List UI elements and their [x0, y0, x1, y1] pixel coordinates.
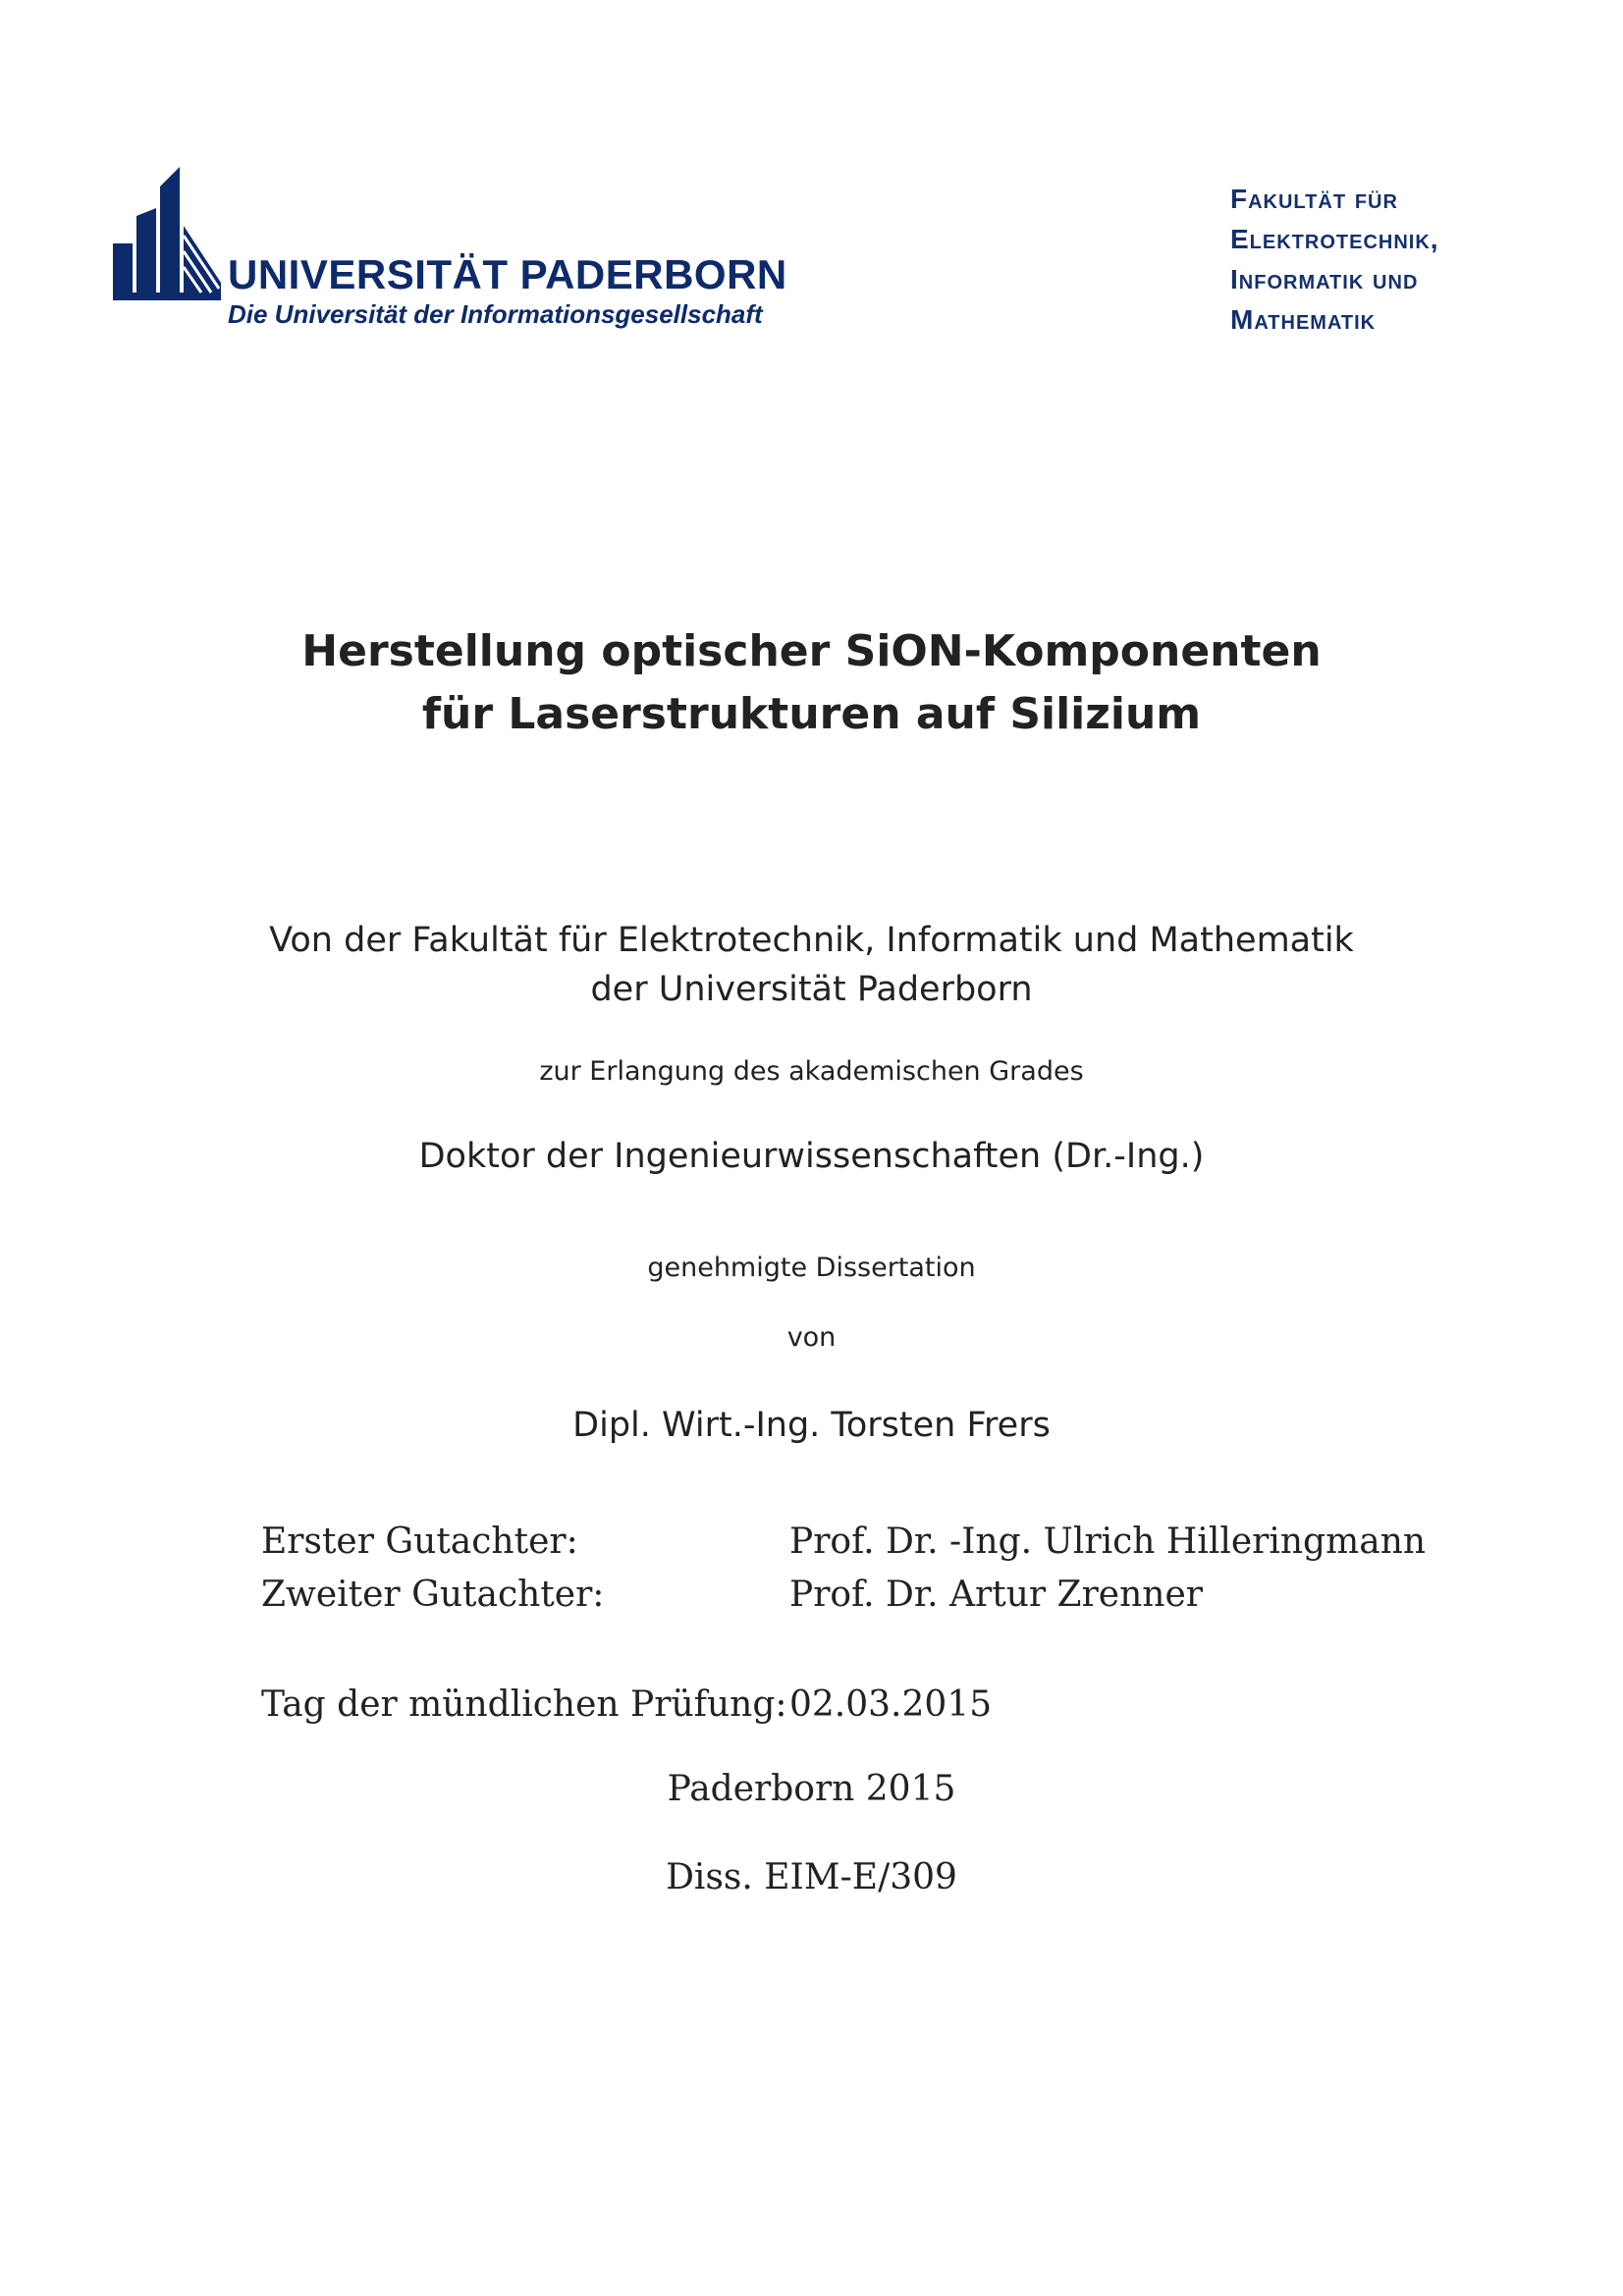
- university-name: UNIVERSITÄT PADERBORN: [228, 251, 787, 297]
- faculty-line: Fakultät für: [1230, 184, 1398, 214]
- faculty-statement-line-2: der Universität Paderborn: [590, 970, 1033, 1009]
- exam-date-value: 02.03.2015: [789, 1684, 993, 1725]
- author-name: Dipl. Wirt.-Ing. Torsten Frers: [572, 1406, 1051, 1445]
- thesis-title-line-1: Herstellung optischer SiON-Komponenten: [301, 626, 1322, 676]
- university-slogan: Die Universität der Informationsgesellschaft: [228, 299, 763, 329]
- faculty-line: Mathematik: [1230, 304, 1377, 335]
- faculty-block: [1230, 179, 1439, 340]
- approval-statement: genehmigte Dissertation: [647, 1253, 976, 1283]
- thesis-title: [0, 620, 1623, 746]
- faculty-statement-line-1: Von der Fakultät für Elektrotechnik, Informatik und Mathematik: [269, 921, 1354, 960]
- first-reviewer-name: Prof. Dr. -Ing. Ulrich Hilleringmann: [789, 1522, 1427, 1562]
- university-logo-icon: [113, 167, 221, 300]
- faculty-line: Informatik und: [1230, 264, 1419, 294]
- faculty-line: Elektrotechnik,: [1230, 224, 1439, 254]
- dissertation-number: Diss. EIM-E/309: [666, 1857, 957, 1897]
- first-reviewer-label: Erster Gutachter:: [261, 1522, 578, 1562]
- degree-purpose: zur Erlangung des akademischen Grades: [539, 1056, 1084, 1087]
- exam-date-label: Tag der mündlichen Prüfung:: [261, 1684, 787, 1725]
- by-label: von: [786, 1322, 837, 1353]
- second-reviewer-name: Prof. Dr. Artur Zrenner: [789, 1575, 1203, 1615]
- place-year: Paderborn 2015: [667, 1769, 956, 1809]
- second-reviewer-label: Zweiter Gutachter:: [261, 1575, 605, 1615]
- degree-name: Doktor der Ingenieurwissenschaften (Dr.-Ing.): [418, 1137, 1205, 1176]
- thesis-title-line-2: für Laserstrukturen auf Silizium: [421, 689, 1202, 739]
